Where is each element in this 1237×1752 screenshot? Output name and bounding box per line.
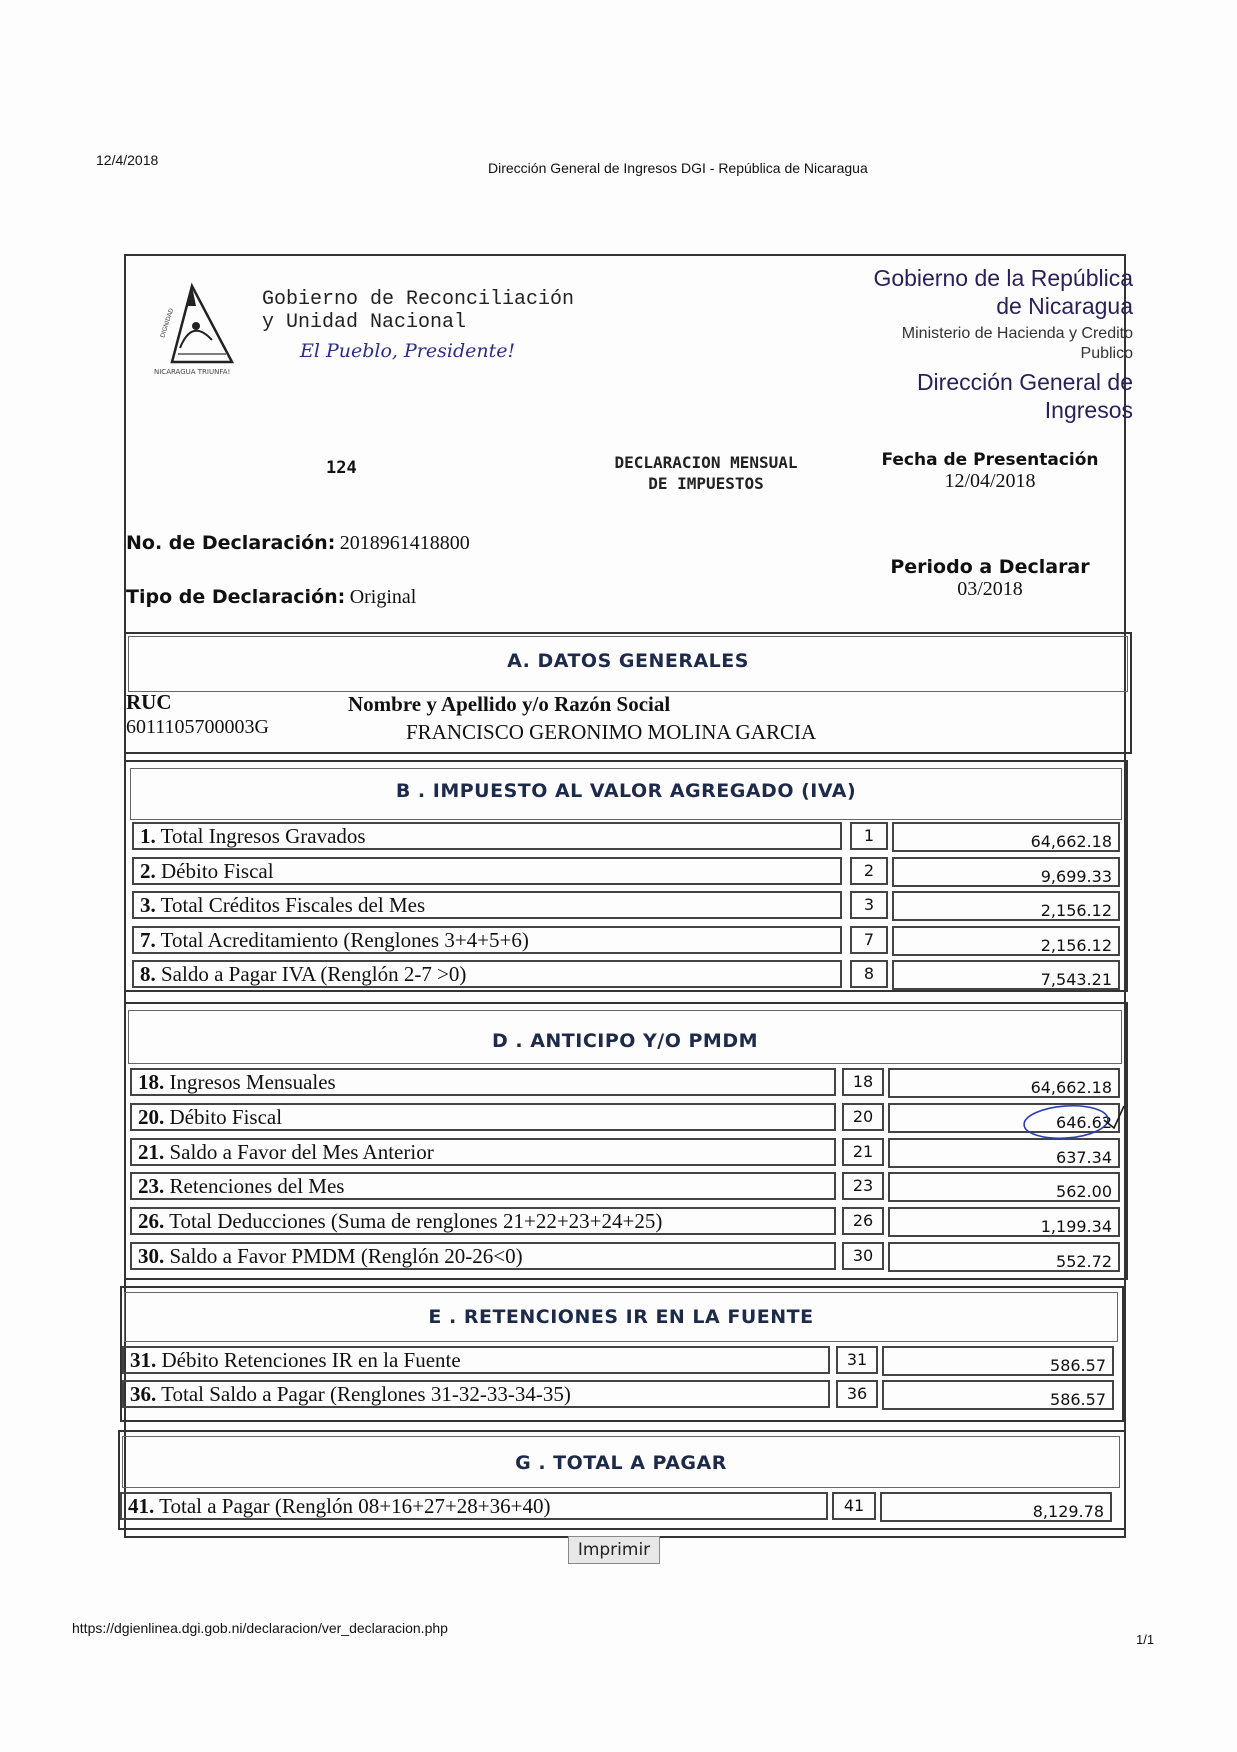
row-text: Ingresos Mensuales	[169, 1070, 336, 1094]
footer-page-number: 1/1	[1136, 1632, 1155, 1647]
government-logo	[150, 278, 250, 388]
footer-url: https://dgienlinea.dgi.gob.ni/declaracion/ver_declaracion.php	[72, 1620, 448, 1636]
row-number: 41.	[128, 1494, 155, 1518]
period-value: 03/2018	[957, 578, 1023, 600]
ruc-value: 6011105700003G	[126, 716, 269, 738]
declaration-type-value: Original	[349, 586, 417, 608]
logo-word: DIGNIDAD	[159, 307, 176, 339]
row-number: 3.	[140, 893, 156, 917]
handwritten-slogan: El Pueblo, Presidente!	[300, 340, 516, 362]
row-number: 23.	[138, 1174, 165, 1198]
row-label-7	[132, 926, 842, 954]
gov-left-line2: y Unidad Nacional	[262, 311, 467, 334]
row-code-36: 36	[836, 1380, 878, 1408]
presentation-date-value: 12/04/2018	[944, 470, 1036, 492]
declaration-number	[126, 532, 470, 555]
row-text: Total Ingresos Gravados	[160, 824, 366, 848]
row-value-36: 586.57	[882, 1380, 1114, 1410]
row-text: Débito Fiscal	[161, 859, 274, 883]
row-code-8: 8	[850, 960, 888, 988]
row-code-20: 20	[842, 1103, 884, 1131]
section-g-title: G . TOTAL A PAGAR	[515, 1452, 727, 1474]
gov-right-line1: Gobierno de la República	[873, 265, 1133, 291]
row-code-18: 18	[842, 1068, 884, 1096]
row-text: Total Saldo a Pagar (Renglones 31-32-33-34-35)	[161, 1382, 571, 1406]
row-text: Total Acreditamiento (Renglones 3+4+5+6)	[160, 928, 529, 952]
row-label-2	[132, 857, 842, 885]
declaration-period	[870, 556, 1110, 601]
declaration-number-label: No. de Declaración:	[126, 532, 336, 554]
row-code-41: 41	[832, 1492, 876, 1520]
row-number: 2.	[140, 859, 156, 883]
section-d-title: D . ANTICIPO Y/O PMDM	[491, 1030, 759, 1052]
declaration-type	[126, 586, 416, 609]
row-label-18	[130, 1068, 836, 1096]
row-code-3: 3	[850, 891, 888, 919]
gov-right-line2: de Nicaragua	[996, 293, 1133, 319]
row-value-21: 637.34	[888, 1138, 1120, 1168]
print-button[interactable]: Imprimir	[568, 1536, 660, 1564]
row-value-8: 7,543.21	[892, 960, 1120, 990]
row-text: Total Deducciones (Suma de renglones 21+22+23+24+25)	[169, 1209, 663, 1233]
form-number: 124	[326, 458, 357, 478]
declaration-number-value: 2018961418800	[339, 532, 470, 554]
row-value-31: 586.57	[882, 1346, 1114, 1376]
row-text: Débito Fiscal	[169, 1105, 283, 1129]
row-code-1: 1	[850, 822, 888, 850]
row-number: 26.	[138, 1209, 165, 1233]
row-text: Saldo a Pagar IVA (Renglón 2-7 >0)	[161, 962, 467, 986]
declaration-title-line2: DE IMPUESTOS	[648, 474, 764, 493]
row-code-31: 31	[836, 1346, 878, 1374]
row-code-7: 7	[850, 926, 888, 954]
row-text: Débito Retenciones IR en la Fuente	[161, 1348, 461, 1372]
row-text: Retenciones del Mes	[169, 1174, 345, 1198]
section-b-title: B . IMPUESTO AL VALOR AGREGADO (IVA)	[395, 780, 857, 802]
dgi-line2: Ingresos	[1044, 397, 1133, 423]
row-value-7: 2,156.12	[892, 926, 1120, 956]
gov-left-block	[262, 288, 574, 334]
row-number: 20.	[138, 1105, 165, 1129]
row-number: 21.	[138, 1140, 165, 1164]
row-label-23	[130, 1172, 836, 1200]
row-label-36	[122, 1380, 830, 1408]
row-text: Total a Pagar (Renglón 08+16+27+28+36+40)	[159, 1494, 551, 1518]
section-a-title: A. DATOS GENERALES	[507, 650, 749, 672]
row-label-8	[132, 960, 842, 988]
gov-left-line1: Gobierno de Reconciliación	[262, 288, 575, 311]
row-number: 30.	[138, 1244, 165, 1268]
row-number: 18.	[138, 1070, 165, 1094]
row-value-41: 8,129.78	[880, 1492, 1112, 1522]
section-e-title: E . RETENCIONES IR EN LA FUENTE	[428, 1306, 814, 1328]
row-value-20: 646.62	[888, 1103, 1120, 1133]
declaration-title-line1: DECLARACION MENSUAL	[614, 453, 798, 472]
declaration-title	[574, 452, 838, 494]
gov-right-block	[803, 264, 1133, 424]
row-code-21: 21	[842, 1138, 884, 1166]
row-label-30	[130, 1242, 836, 1270]
row-text: Total Créditos Fiscales del Mes	[160, 893, 426, 917]
row-code-26: 26	[842, 1207, 884, 1235]
presentation-date	[870, 450, 1110, 493]
ministry-line2: Publico	[1080, 345, 1133, 362]
row-value-2: 9,699.33	[892, 857, 1120, 887]
row-value-3: 2,156.12	[892, 891, 1120, 921]
row-number: 8.	[140, 962, 156, 986]
declaration-type-label: Tipo de Declaración:	[126, 586, 346, 608]
print-date: 12/4/2018	[96, 152, 159, 168]
row-text: Saldo a Favor PMDM (Renglón 20-26<0)	[169, 1244, 523, 1268]
row-label-3	[132, 891, 842, 919]
name-value: FRANCISCO GERONIMO MOLINA GARCIA	[406, 720, 817, 744]
row-code-23: 23	[842, 1172, 884, 1200]
row-number: 36.	[130, 1382, 157, 1406]
row-label-26	[130, 1207, 836, 1235]
row-label-20	[130, 1103, 836, 1131]
row-text: Saldo a Favor del Mes Anterior	[169, 1140, 434, 1164]
name-label: Nombre y Apellido y/o Razón Social	[348, 692, 671, 716]
ruc-label: RUC	[126, 690, 172, 714]
row-value-18: 64,662.18	[888, 1068, 1120, 1098]
print-header-title: Dirección General de Ingresos DGI - República de Nicaragua	[488, 160, 868, 176]
row-label-1	[132, 822, 842, 850]
row-number: 1.	[140, 824, 156, 848]
row-value-26: 1,199.34	[888, 1207, 1120, 1237]
period-label: Periodo a Declarar	[890, 556, 1090, 578]
ministry-line1: Ministerio de Hacienda y Credito	[901, 325, 1133, 342]
logo-motto: NICARAGUA TRIUNFA!	[154, 368, 231, 376]
row-code-30: 30	[842, 1242, 884, 1270]
row-number: 31.	[130, 1348, 157, 1372]
row-code-2: 2	[850, 857, 888, 885]
row-value-1: 64,662.18	[892, 822, 1120, 852]
row-value-30: 552.72	[888, 1242, 1120, 1272]
presentation-date-label: Fecha de Presentación	[881, 450, 1099, 470]
row-label-31	[122, 1346, 830, 1374]
dgi-line1: Dirección General de	[916, 369, 1133, 395]
row-number: 7.	[140, 928, 156, 952]
row-label-41	[120, 1492, 828, 1520]
row-value-23: 562.00	[888, 1172, 1120, 1202]
row-label-21	[130, 1138, 836, 1166]
